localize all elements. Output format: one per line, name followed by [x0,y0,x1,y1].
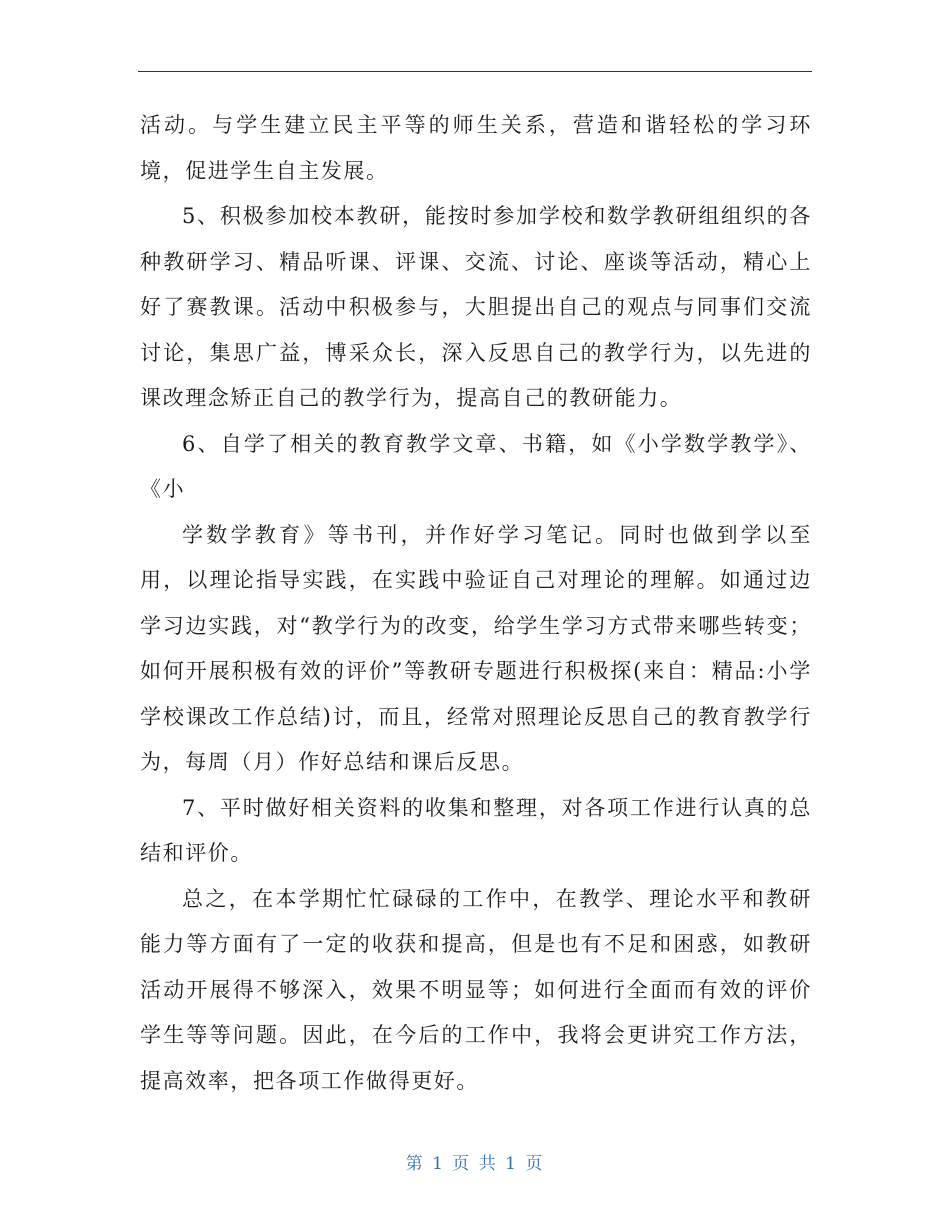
page-number-footer: 第 1 页 共 1 页 [405,1154,545,1174]
document-body [140,103,812,1104]
paragraph-continuation: 活动。与学生建立民主平等的师生关系，营造和谐轻松的学习环境，促进学生自主发展。 [140,113,812,183]
paragraph-item-5: 5、积极参加校本教研，能按时参加学校和数学教研组组织的各种教研学习、精品听课、评课、交流、讨论、座谈等活动，精心上好了赛教课。活动中积极参与，大胆提出自己的观点与同事们交流讨论，集思广益，博采众长，深入反思自己的教学行为，以先进的课改理念矫正自己的教学行为，提高自己的教研能力。 [140,204,812,410]
paragraph-item-7: 7、平时做好相关资料的收集和整理，对各项工作进行认真的总结和评价。 [140,795,812,865]
paragraph-item-6: 6、自学了相关的教育教学文章、书籍，如《小学数学教学》、《小 [140,431,812,501]
paragraph-item-6-continued: 学数学教育》等书刊，并作好学习笔记。同时也做到学以至用，以理论指导实践，在实践中验证自己对理论的理解。如通过边学习边实践，对“教学行为的改变，给学生学习方式带来哪些转变；如何开展积极有效的评价”等教研专题进行积极探(来自：精品:小学学校课改工作总结)讨，而且，经常对照理论反思自己的教育教学行为，每周（月）作好总结和课后反思。 [140,522,812,774]
paragraph-summary: 总之，在本学期忙忙碌碌的工作中，在教学、理论水平和教研能力等方面有了一定的收获和提高，但是也有不足和困惑，如教研活动开展得不够深入，效果不明显等；如何进行全面而有效的评价学生等等问题。因此，在今后的工作中，我将会更讲究工作方法，提高效率，把各项工作做得更好。 [140,886,812,1093]
header-divider [138,71,812,72]
